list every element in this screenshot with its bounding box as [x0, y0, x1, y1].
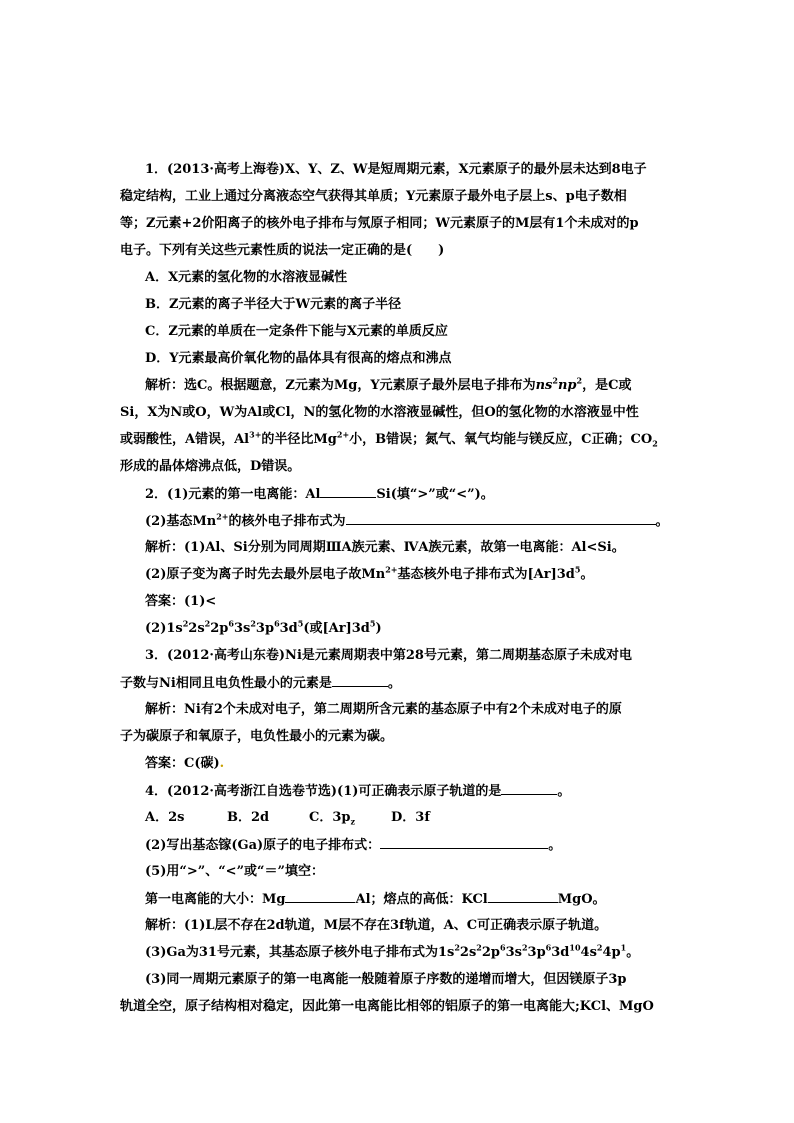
text: 。 [548, 838, 562, 853]
answer-blank[interactable] [380, 836, 548, 849]
text: ，是C或 [582, 378, 632, 393]
q4-analysis-line-1: 解析：(1)L层不存在2d轨道，M层不存在3f轨道，A、C可正确表示原子轨道。 [145, 918, 608, 933]
q4-analysis-line-2 [145, 944, 639, 962]
q1-option-d: D．Y元素最高价氧化物的晶体具有很高的熔点和沸点 [145, 351, 452, 366]
text: 3s [233, 621, 251, 636]
text: 4s [580, 945, 597, 960]
q1-line-3: 等；Z元素+2价阳离子的核外电子排布与氖原子相同；W元素原子的M层有1个未成对的p [120, 216, 639, 231]
superscript: 3+ [249, 429, 262, 440]
superscript: 2 [204, 618, 211, 629]
answer-blank[interactable] [320, 485, 376, 498]
text: Si(填“>”或“<”)。 [376, 487, 494, 502]
q4-option-c [309, 809, 391, 827]
q1-option-a: A．X元素的氢化物的水溶液显碱性 [145, 270, 348, 285]
text: 4．(2012·高考浙江自选卷节选)(1)可正确表示原子轨道的是 [145, 784, 502, 799]
q3-answer [145, 755, 224, 773]
text: 2p [481, 945, 500, 960]
text: np [557, 378, 577, 393]
q3-line-2 [120, 674, 401, 693]
superscript: 6 [228, 618, 234, 629]
q1-option-b: B．Z元素的离子半径大于W元素的离子半径 [145, 297, 402, 312]
q2-line-2 [145, 512, 669, 531]
q2-answer-line-1: 答案：(1)< [145, 594, 217, 609]
text: C．3p [309, 810, 351, 825]
text: 4p [602, 945, 621, 960]
text: 答案：C(碳) [145, 756, 220, 771]
text: 。 [655, 514, 669, 529]
q1-analysis-line-4: 形成的晶体熔沸点低，D错误。 [120, 459, 301, 474]
q2-line-1 [145, 485, 494, 504]
superscript: 5 [574, 564, 581, 575]
answer-blank[interactable] [501, 782, 557, 795]
superscript: 1 [620, 942, 627, 953]
superscript: 5 [369, 618, 376, 629]
superscript: 6 [500, 942, 506, 953]
q2-analysis-line-2 [145, 566, 593, 584]
text: MgO。 [557, 892, 606, 907]
superscript: 6 [545, 942, 552, 953]
superscript: 2 [476, 942, 482, 953]
text: 的核外电子排布式为 [228, 514, 346, 529]
q1-line-1: 1．(2013·高考上海卷)X、Y、Z、W是短周期元素，X元素原子的最外层未达到8电子 [145, 162, 647, 177]
q1-analysis-line-1 [145, 377, 631, 395]
text: 3p [255, 621, 275, 636]
superscript: 2 [596, 942, 603, 953]
q1-line-2: 稳定结构，工业上通过分离液态空气获得其单质；Y元素原子最外电子层上s、p电子数相 [120, 189, 627, 204]
text: 2．(1)元素的第一电离能：Al [145, 487, 321, 502]
superscript: 2+ [336, 429, 350, 440]
superscript: 2 [576, 375, 583, 386]
q1-analysis-line-2: Si，X为N或O，W为Al或Cl，N的氢化物的水溶液显碱性，但O的氢化物的水溶液显中性 [120, 405, 639, 420]
superscript: 2+ [216, 511, 229, 522]
text: (2)基态Mn [145, 514, 217, 529]
text: 小，B错误；氮气、氧气均能与镁反应，C正确；CO [349, 432, 653, 447]
subscript: z [350, 816, 356, 827]
text: 的半径比Mg [261, 432, 337, 447]
q1-option-c: C．Z元素的单质在一定条件下能与X元素的单质反应 [145, 324, 448, 339]
superscript: 2+ [385, 564, 398, 575]
q2-answer-line-2 [145, 620, 382, 638]
text: (2)原子变为离子时先去最外层电子故Mn [145, 567, 386, 582]
answer-blank[interactable] [488, 890, 558, 903]
text: 或弱酸性，A错误，Al [120, 432, 250, 447]
q1-line-4: 电子。下列有关这些元素性质的说法一定正确的是( ) [120, 243, 445, 258]
text: (3)Ga为31号元素，其基态原子核外电子排布式为1s [145, 945, 455, 960]
text: ) [375, 621, 382, 636]
text: 第一电离能的大小：Mg [145, 892, 286, 907]
text: 解析：选C。根据题意，Z元素为Mg，Y元素原子最外层电子排布为 [145, 378, 536, 393]
text: (或[Ar]3d [303, 621, 370, 636]
q4-line-3 [145, 836, 561, 855]
text: 。 [557, 784, 571, 799]
q3-analysis-line-2: 子为碳原子和氧原子，电负性最小的元素为碳。 [120, 729, 394, 744]
superscript: 2 [250, 618, 256, 629]
q4-options [145, 809, 430, 827]
text: 基态核外电子排布式为[Ar]3d [397, 567, 575, 582]
q4-option-a: A．2s [145, 810, 185, 825]
text: 。 [580, 567, 594, 582]
superscript: 2 [454, 942, 460, 953]
text: 2s [188, 621, 205, 636]
text: (2)写出基态镓(Ga)原子的电子排布式： [145, 838, 381, 853]
superscript: 10 [569, 942, 581, 953]
text: ns [535, 378, 553, 393]
text: 3d [279, 621, 298, 636]
text: (2)1s [145, 621, 183, 636]
superscript: 6 [274, 618, 280, 629]
text: 。 [626, 945, 640, 960]
q4-line-5 [145, 890, 606, 909]
text: 3p [527, 945, 546, 960]
q4-option-b: B．2d [227, 810, 270, 825]
q4-line-1 [145, 782, 570, 801]
answer-blank[interactable] [332, 674, 388, 687]
q3-line-1: 3．(2012·高考山东卷)Ni是元素周期表中第28号元素，第二周期基态原子未成对电 [145, 648, 632, 663]
q3-analysis-line-1: 解析：Ni有2个未成对电子，第二周期所含元素的基态原子中有2个未成对电子的原 [145, 702, 622, 717]
superscript: 2 [552, 375, 558, 386]
superscript: 2 [521, 942, 528, 953]
stray-dot: . [219, 756, 225, 771]
text: Al；熔点的高低：KCl [355, 892, 488, 907]
q1-analysis-line-3 [120, 431, 658, 449]
answer-blank[interactable] [285, 890, 355, 903]
q4-analysis-line-4: 轨道全空，原子结构相对稳定，因此第一电离能比相邻的铝原子的第一电离能大;KCl、MgO [120, 999, 654, 1014]
superscript: 5 [297, 618, 304, 629]
q4-line-4: (5)用“>”、“<”或“＝”填空： [145, 864, 324, 879]
text: 3d [551, 945, 570, 960]
superscript: 2 [182, 618, 189, 629]
text: 子数与Ni相同且电负性最小的元素是 [120, 676, 332, 691]
text: 2p [210, 621, 229, 636]
text: 。 [387, 676, 401, 691]
text: 2s [459, 945, 477, 960]
q4-option-d: D．3f [391, 810, 430, 825]
subscript: 2 [652, 438, 658, 449]
text: 3s [505, 945, 522, 960]
q4-analysis-line-3: (3)同一周期元素原子的第一电离能一般随着原子序数的递增而增大，但因镁原子3p [145, 972, 627, 987]
q2-analysis-line-1: 解析：(1)Al、Si分别为同周期ⅢA族元素、ⅣA族元素，故第一电离能：Al<Si。 [145, 540, 625, 555]
answer-blank[interactable] [346, 512, 656, 525]
